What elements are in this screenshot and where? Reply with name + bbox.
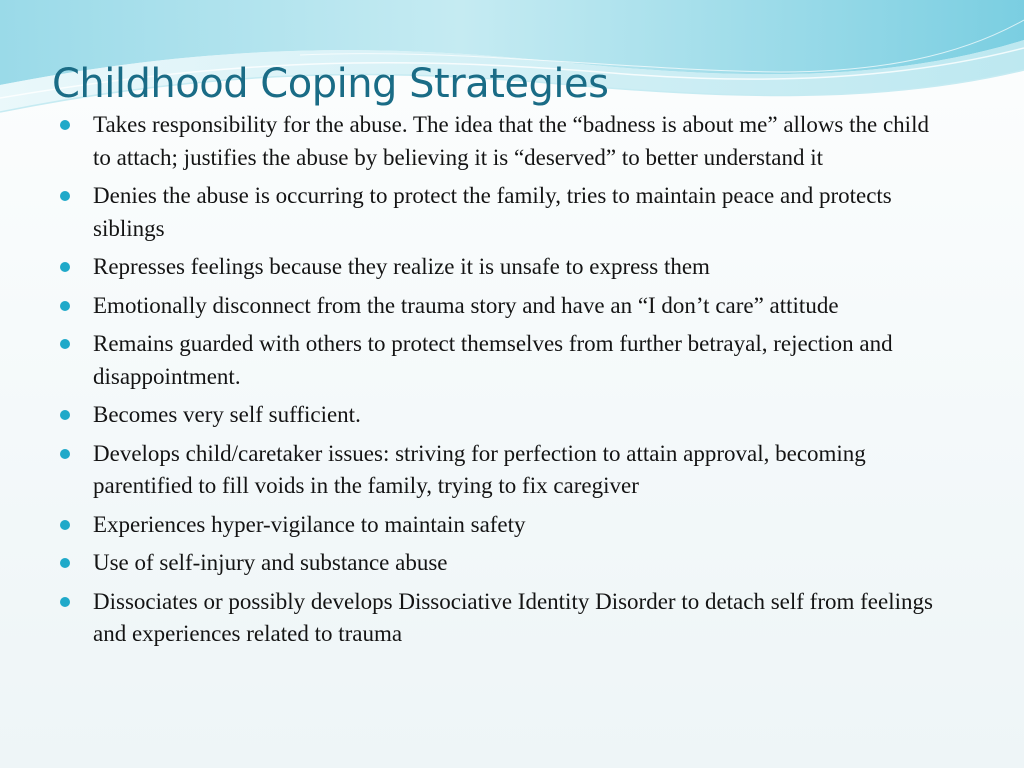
bullet-item	[60, 586, 940, 651]
bullet-item	[60, 399, 940, 432]
bullet-icon	[60, 191, 70, 201]
bullet-icon	[60, 410, 70, 420]
bullet-item	[60, 547, 940, 580]
bullet-list	[60, 109, 940, 657]
bullet-icon	[60, 339, 70, 349]
bullet-text: Takes responsibility for the abuse. The idea that the “badness is about me” allows the child to attach; justifies the abuse by believing it is “deserved” to better understand it	[93, 112, 929, 170]
bullet-icon	[60, 120, 70, 130]
bullet-text: Represses feelings because they realize it is unsafe to express them	[93, 254, 710, 279]
bullet-icon	[60, 301, 70, 311]
bullet-item	[60, 251, 940, 284]
bullet-text: Denies the abuse is occurring to protect the family, tries to maintain peace and protects siblings	[93, 183, 892, 241]
bullet-icon	[60, 262, 70, 272]
bullet-item	[60, 180, 940, 245]
bullet-item	[60, 290, 940, 323]
bullet-item	[60, 109, 940, 174]
bullet-text: Use of self-injury and substance abuse	[93, 550, 448, 575]
bullet-text: Experiences hyper-vigilance to maintain safety	[93, 511, 526, 537]
bullet-item	[60, 509, 940, 542]
bullet-text: Dissociates or possibly develops Dissociative Identity Disorder to detach self from feelings and experiences related to trauma	[93, 588, 933, 646]
bullet-text: Emotionally disconnect from the trauma story and have an “I don’t care” attitude	[93, 292, 839, 318]
bullet-text: Remains guarded with others to protect themselves from further betrayal, rejection and disappointment.	[93, 331, 893, 389]
bullet-icon	[60, 449, 70, 459]
bullet-item	[60, 438, 940, 503]
bullet-text: Becomes very self sufficient.	[93, 402, 361, 427]
slide-title: Childhood Coping Strategies	[52, 61, 609, 107]
bullet-icon	[60, 597, 70, 607]
bullet-icon	[60, 520, 70, 530]
bullet-text: Develops child/caretaker issues: striving for perfection to attain approval, becoming parentified to fill voids in the family, trying to fix caregiver	[93, 440, 866, 498]
bullet-item	[60, 328, 940, 393]
bullet-icon	[60, 558, 70, 568]
